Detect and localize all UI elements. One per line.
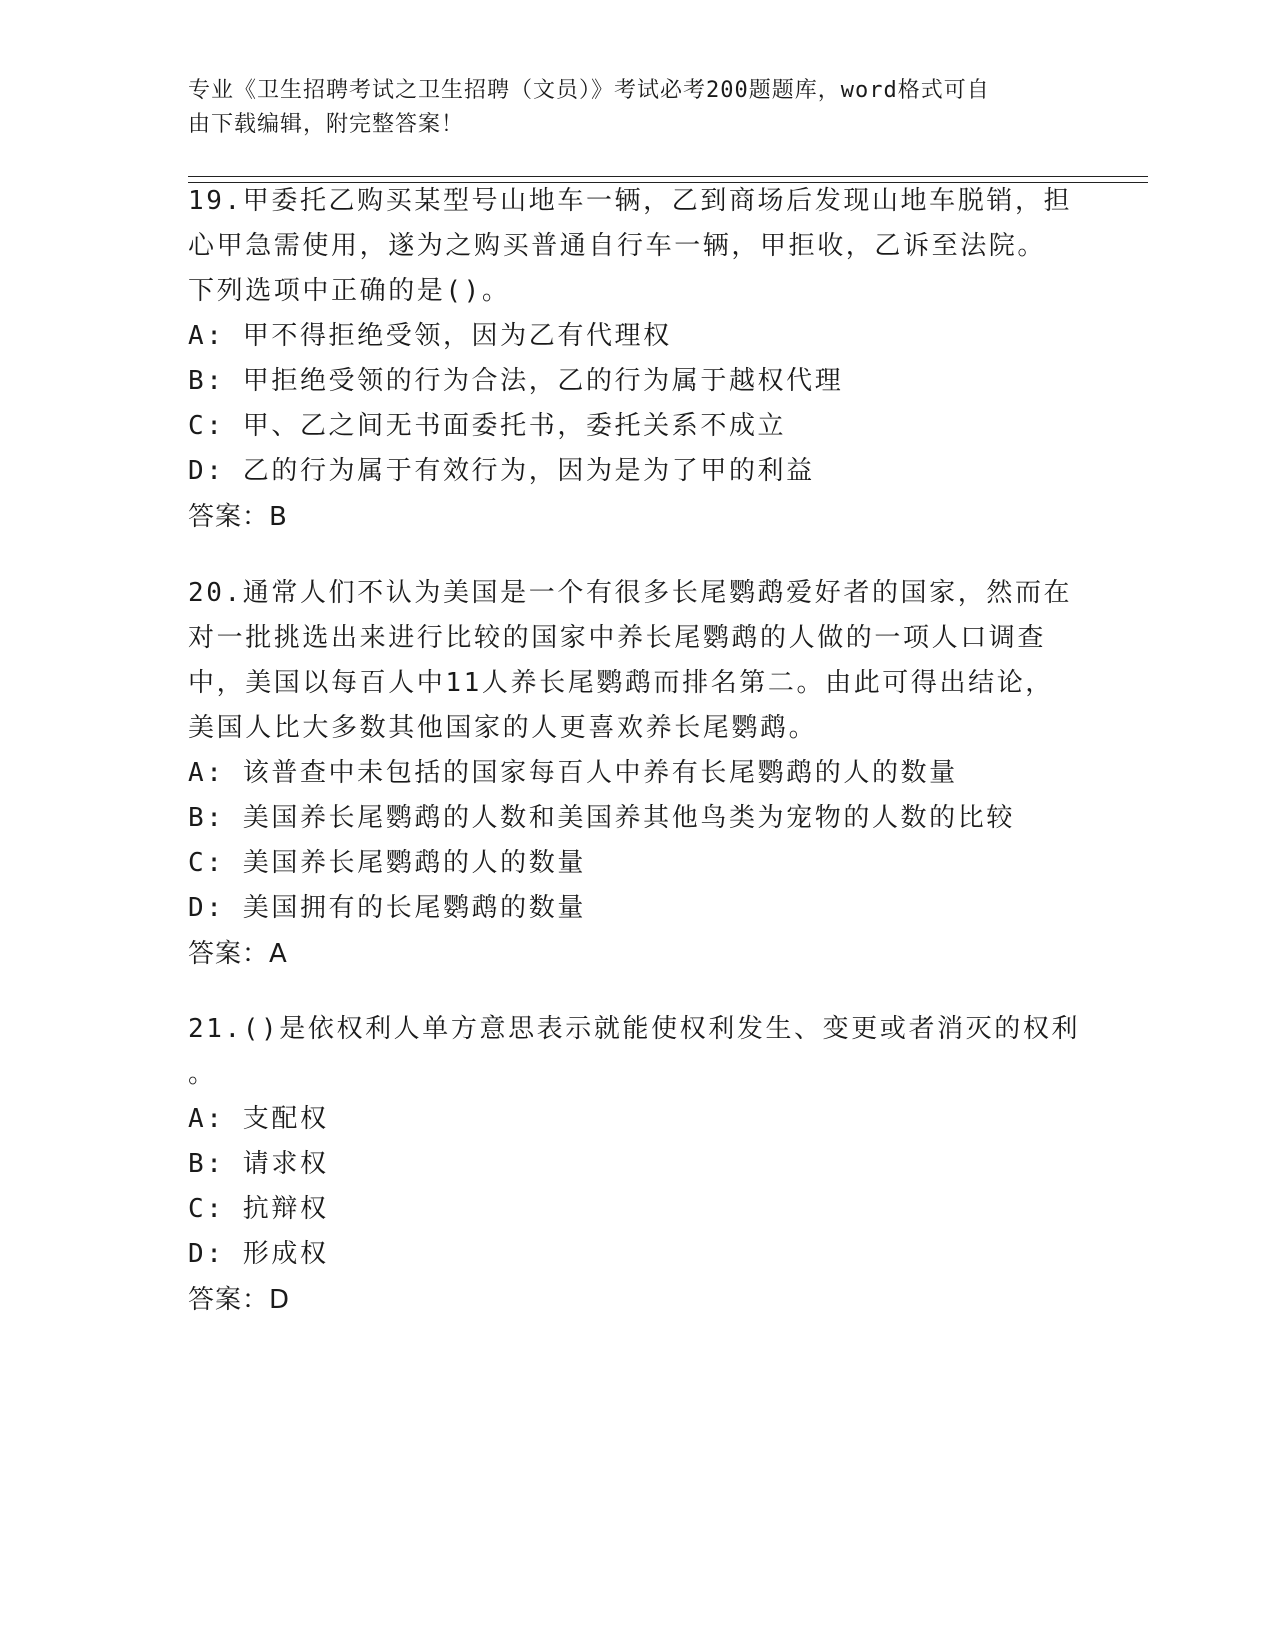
stem-line: 20.通常人们不认为美国是一个有很多长尾鹦鹉爱好者的国家，然而在 [188, 578, 1073, 608]
option-c: C: 抗辩权 [188, 1194, 329, 1224]
stem-line: 中，美国以每百人中11人养长尾鹦鹉而排名第二。由此可得出结论， [188, 668, 1054, 698]
question-stem [188, 1007, 1088, 1097]
option-b: B: 美国养长尾鹦鹉的人数和美国养其他鸟类为宠物的人数的比较 [188, 803, 1015, 833]
question-stem [188, 571, 1088, 751]
header-line-1: 专业《卫生招聘考试之卫生招聘（文员）》考试必考200题题库，word格式可自 [188, 78, 990, 103]
option-a: A: 甲不得拒绝受领，因为乙有代理权 [188, 321, 672, 351]
header-divider-top [188, 176, 1148, 177]
question-20 [188, 571, 1088, 977]
header-line-2: 由下载编辑，附完整答案！ [188, 112, 465, 137]
option-b: B: 请求权 [188, 1149, 329, 1179]
question-19 [188, 179, 1088, 540]
option-d: D: 形成权 [188, 1239, 329, 1269]
answer: 答案：B [188, 502, 288, 532]
stem-line: 。 [188, 1059, 217, 1089]
stem-line: 对一批挑选出来进行比较的国家中养长尾鹦鹉的人做的一项人口调查 [188, 623, 1047, 653]
option-d: D: 美国拥有的长尾鹦鹉的数量 [188, 893, 586, 923]
stem-line: 21.()是依权利人单方意思表示就能使权利发生、变更或者消灭的权利 [188, 1014, 1081, 1044]
stem-line: 心甲急需使用，遂为之购买普通自行车一辆，甲拒收，乙诉至法院。 [188, 231, 1047, 261]
question-21 [188, 1007, 1088, 1323]
stem-line: 19.甲委托乙购买某型号山地车一辆，乙到商场后发现山地车脱销，担 [188, 186, 1073, 216]
option-c: C: 美国养长尾鹦鹉的人的数量 [188, 848, 586, 878]
stem-line: 美国人比大多数其他国家的人更喜欢养长尾鹦鹉。 [188, 713, 818, 743]
answer: 答案：D [188, 1285, 291, 1315]
option-a: A: 支配权 [188, 1104, 329, 1134]
answer: 答案：A [188, 939, 288, 969]
document-header [188, 74, 1068, 142]
option-a: A: 该普查中未包括的国家每百人中养有长尾鹦鹉的人的数量 [188, 758, 958, 788]
option-d: D: 乙的行为属于有效行为，因为是为了甲的利益 [188, 456, 815, 486]
question-stem [188, 179, 1088, 314]
stem-line: 下列选项中正确的是()。 [188, 276, 511, 306]
option-c: C: 甲、乙之间无书面委托书，委托关系不成立 [188, 411, 787, 441]
option-b: B: 甲拒绝受领的行为合法，乙的行为属于越权代理 [188, 366, 844, 396]
